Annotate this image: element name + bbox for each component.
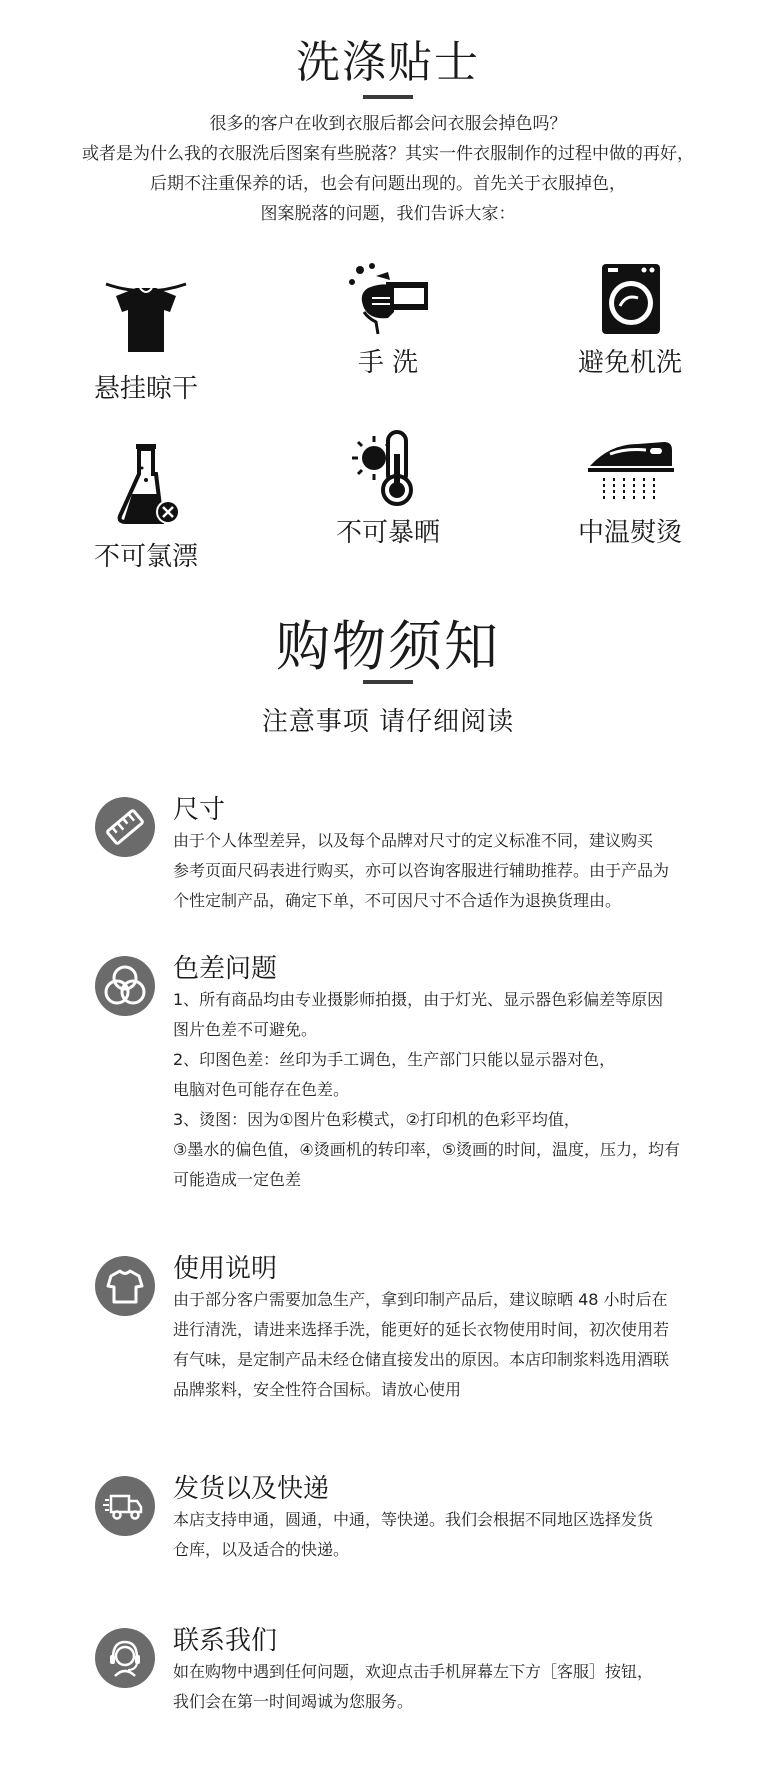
care-label: 不可暴晒 bbox=[335, 518, 440, 548]
care-item-no-sun bbox=[278, 428, 498, 549]
title-divider bbox=[363, 95, 413, 99]
body-line: 本店支持申通，圆通，中通，等快递。我们会根据不同地区选择发货 bbox=[173, 1510, 654, 1529]
section-body-size bbox=[173, 826, 713, 916]
sun-thermometer-icon bbox=[338, 428, 438, 508]
care-item-iron bbox=[520, 428, 740, 549]
color-circles-icon bbox=[95, 956, 155, 1016]
notice-subtitle: 注意事项 请仔细阅读 bbox=[261, 707, 515, 737]
ruler-icon bbox=[95, 797, 155, 857]
intro-line: 很多的客户在收到衣服后都会问衣服会掉色吗？ bbox=[209, 114, 567, 134]
body-line: 由于个人体型差异，以及每个品牌对尺寸的定义标准不同，建议购买 bbox=[173, 831, 654, 850]
hanging-shirt-icon bbox=[96, 268, 196, 358]
care-item-hand-wash bbox=[278, 258, 498, 379]
body-line: 可能造成一定色差 bbox=[173, 1170, 302, 1189]
body-line: 有气味，是定制产品未经仓储直接发出的原因。本店印制浆料选用酒联 bbox=[173, 1350, 670, 1369]
customer-service-icon bbox=[95, 1628, 155, 1688]
body-line: 个性定制产品，确定下单，不可因尺寸不合适作为退换货理由。 bbox=[173, 891, 622, 910]
care-item-no-machine bbox=[520, 258, 740, 379]
washing-title: 洗涤贴士 bbox=[296, 37, 480, 88]
section-title-shipping: 发货以及快递 bbox=[173, 1474, 330, 1504]
body-line: ③墨水的偏色值，④烫画机的转印率，⑤烫画的时间，温度，压力，均有 bbox=[173, 1140, 681, 1159]
body-line: 电脑对色可能存在色差。 bbox=[173, 1080, 350, 1099]
iron-icon bbox=[580, 428, 680, 508]
hand-wash-icon bbox=[338, 258, 438, 338]
care-label: 不可氯漂 bbox=[93, 542, 198, 572]
intro-line: 后期不注重保养的话，也会有问题出现的。首先关于衣服掉色， bbox=[150, 174, 626, 194]
section-title-contact: 联系我们 bbox=[173, 1626, 278, 1656]
delivery-truck-icon bbox=[95, 1476, 155, 1536]
washing-machine-icon bbox=[580, 258, 680, 338]
care-label: 中温熨烫 bbox=[577, 518, 682, 548]
care-item-no-bleach bbox=[36, 440, 256, 573]
intro-line: 图案脱落的问题，我们告诉大家： bbox=[260, 204, 516, 224]
body-line: 3、烫图：因为①图片色彩模式，②打印机的色彩平均值， bbox=[173, 1110, 580, 1129]
tshirt-icon bbox=[95, 1256, 155, 1316]
title-divider bbox=[363, 680, 413, 684]
intro-line: 或者是为什么我的衣服洗后图案有些脱落？其实一件衣服制作的过程中做的再好， bbox=[82, 144, 694, 164]
care-label: 手 洗 bbox=[357, 348, 419, 378]
section-body-contact bbox=[173, 1657, 713, 1717]
section-body-color bbox=[173, 985, 713, 1195]
body-line: 品牌浆料，安全性符合国标。请放心使用 bbox=[173, 1380, 462, 1399]
section-body-shipping bbox=[173, 1505, 713, 1565]
body-line: 图片色差不可避免。 bbox=[173, 1020, 318, 1039]
care-label: 悬挂晾干 bbox=[93, 374, 198, 404]
body-line: 1、所有商品均由专业摄影师拍摄，由于灯光、显示器色彩偏差等原因 bbox=[173, 990, 664, 1009]
section-title-color: 色差问题 bbox=[173, 954, 278, 984]
body-line: 我们会在第一时间竭诚为您服务。 bbox=[173, 1692, 414, 1711]
body-line: 参考页面尺码表进行购买，亦可以咨询客服进行辅助推荐。由于产品为 bbox=[173, 861, 670, 880]
body-line: 2、印图色差：丝印为手工调色，生产部门只能以显示器对色， bbox=[173, 1050, 616, 1069]
care-label: 避免机洗 bbox=[577, 348, 682, 378]
washing-intro bbox=[0, 109, 776, 229]
no-bleach-flask-icon bbox=[96, 440, 196, 530]
notice-title: 购物须知 bbox=[276, 615, 500, 678]
section-body-usage bbox=[173, 1285, 713, 1405]
body-line: 由于部分客户需要加急生产，拿到印制产品后，建议晾晒 48 小时后在 bbox=[173, 1290, 668, 1309]
body-line: 如在购物中遇到任何问题，欢迎点击手机屏幕左下方［客服］按钮， bbox=[173, 1662, 654, 1681]
body-line: 进行清洗，请进来选择手洗，能更好的延长衣物使用时间，初次使用若 bbox=[173, 1320, 670, 1339]
section-title-usage: 使用说明 bbox=[173, 1254, 278, 1284]
body-line: 仓库，以及适合的快递。 bbox=[173, 1540, 350, 1559]
care-item-hang-dry bbox=[36, 268, 256, 405]
section-title-size: 尺寸 bbox=[173, 795, 226, 825]
